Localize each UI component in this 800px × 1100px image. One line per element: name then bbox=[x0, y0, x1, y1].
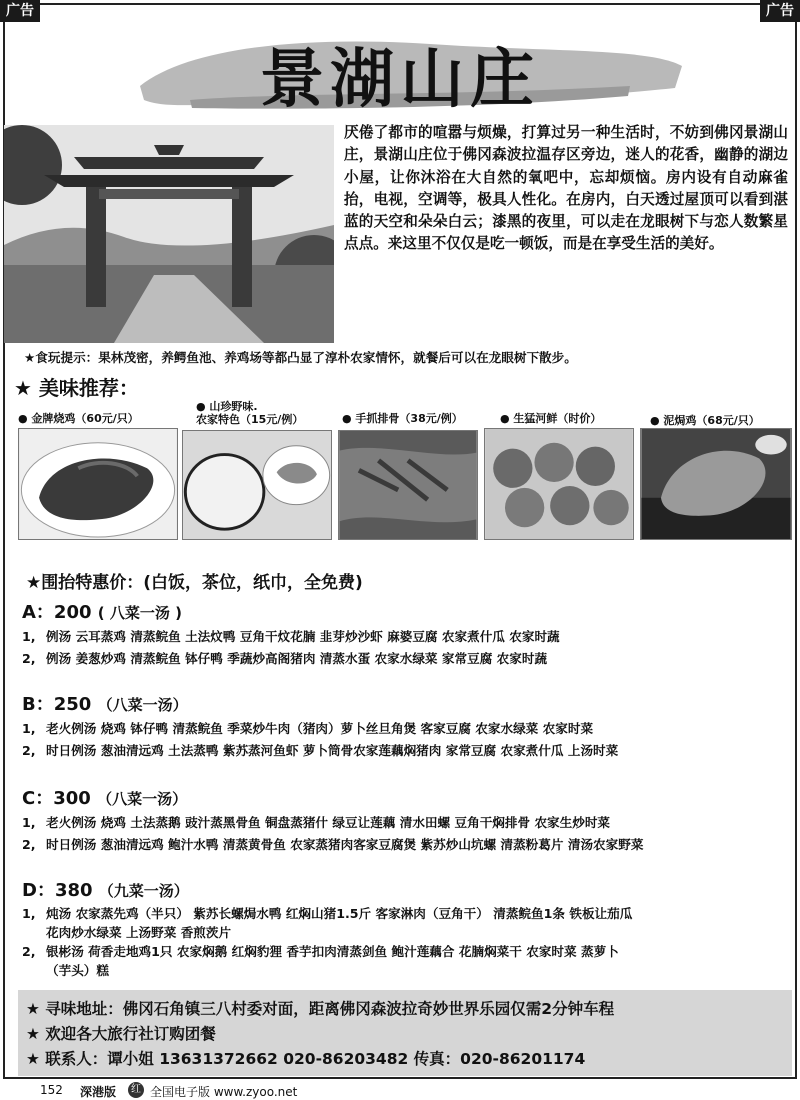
package-c bbox=[22, 784, 792, 857]
ad-tag-left: 广告 bbox=[0, 0, 40, 22]
package-price: D：380 bbox=[22, 880, 93, 901]
package-price: B：250 bbox=[22, 694, 92, 715]
menu-text: 例汤 姜葱炒鸡 清蒸鲩鱼 钵仔鸭 季蔬炒高阁猪肉 清蒸水蛋 农家水绿菜 家常豆腐 农家时蔬 bbox=[46, 651, 548, 667]
menu-text: 例汤 云耳蒸鸡 清蒸鲩鱼 土法炆鸭 豆角干炆花腩 韭芽炒沙虾 麻婆豆腐 农家煮什瓜 农家时蔬 bbox=[46, 629, 560, 644]
menu-text: 时日例汤 葱油清远鸡 土法蒸鸭 紫苏蒸河鱼虾 萝卜筒骨农家莲藕焖猪肉 家常豆腐 农家煮什瓜 上汤时菜 bbox=[46, 743, 619, 759]
menu-num: 2, bbox=[22, 743, 36, 759]
footer-address: ★ 寻味地址：佛冈石角镇三八村委对面，距离佛冈森波拉奇妙世界乐园仅需2分钟车程 bbox=[26, 1000, 615, 1018]
menu-text: 老火例汤 烧鸡 钵仔鸭 清蒸鲩鱼 季菜炒牛肉（猪肉）萝卜丝旦角煲 客家豆腐 农家水绿菜 农家时菜 bbox=[46, 721, 594, 736]
menu-num: 2, bbox=[22, 837, 36, 853]
package-subtitle: ( 八菜一汤 ) bbox=[97, 604, 182, 622]
package-title bbox=[22, 784, 792, 810]
menu-text: 炖汤 农家蒸先鸡（半只） 紫苏长螺焗水鸭 红焖山猪1.5斤 客家淋肉（豆角干） 清蒸鲩鱼1条 铁板让茄瓜 bbox=[46, 906, 633, 921]
package-title bbox=[22, 690, 792, 716]
package-title bbox=[22, 876, 792, 902]
menu-num: 1, bbox=[22, 721, 36, 736]
package-a bbox=[22, 598, 792, 671]
edition-badge: 红 bbox=[128, 1082, 144, 1098]
dish-label-line: 农家特色（15元/例） bbox=[196, 413, 304, 426]
dish-photo-ribs bbox=[338, 430, 478, 540]
tip-line: ★食玩提示：果林茂密，养鳄鱼池、养鸡场等都凸显了淳朴农家情怀，就餐后可以在龙眼树下散步。 bbox=[24, 350, 577, 365]
page-title: 景湖山庄 bbox=[260, 42, 540, 117]
dish-photo-crabs bbox=[484, 428, 634, 540]
menu-line bbox=[22, 923, 792, 942]
menu-line bbox=[22, 740, 792, 762]
packages-heading: ★围抬特惠价：(白饭，茶位，纸巾，全免费) bbox=[26, 573, 363, 593]
package-price: C：300 bbox=[22, 788, 91, 809]
package-b bbox=[22, 690, 792, 763]
menu-line bbox=[22, 834, 792, 856]
menu-line bbox=[22, 942, 792, 961]
package-title bbox=[22, 598, 792, 624]
package-subtitle: （八菜一汤） bbox=[97, 790, 188, 808]
dish-label: ● 金牌烧鸡（60元/只） bbox=[18, 412, 139, 425]
menu-text: （芋头）糕 bbox=[46, 963, 109, 978]
dish-label: ● 手抓排骨（38元/例） bbox=[342, 412, 463, 425]
dish-photo-roast-chicken bbox=[18, 428, 178, 540]
bottom-bar bbox=[0, 1081, 800, 1100]
dish-label bbox=[196, 400, 303, 426]
package-subtitle: （八菜一汤） bbox=[97, 696, 188, 714]
dish-photo-baked-chicken bbox=[640, 428, 792, 540]
menu-text: 花肉炒水绿菜 上汤野菜 香煎茨片 bbox=[46, 925, 232, 940]
package-d bbox=[22, 876, 792, 980]
package-price: A：200 bbox=[22, 602, 92, 623]
ad-tag-right: 广告 bbox=[760, 0, 800, 22]
page-number: 152 bbox=[40, 1083, 63, 1097]
menu-text: 银彬汤 荷香走地鸡1只 农家焖鹅 红焖豹狸 香芋扣肉清蒸剑鱼 鲍汁莲藕合 花腩焖菜干 农家时菜 蒸萝卜 bbox=[46, 944, 619, 959]
menu-num: 1, bbox=[22, 906, 36, 921]
footer-welcome: ★ 欢迎各大旅行社订购团餐 bbox=[26, 1025, 216, 1043]
menu-num: 1, bbox=[22, 629, 36, 644]
menu-num: 2, bbox=[22, 944, 36, 959]
menu-line bbox=[22, 812, 792, 834]
menu-line bbox=[22, 961, 792, 980]
dish-photo-porridge bbox=[182, 430, 332, 540]
menu-text: 时日例汤 葱油清远鸡 鲍汁水鸭 清蒸黄骨鱼 农家蒸猪肉客家豆腐煲 紫苏炒山坑螺 清蒸粉葛片 清汤农家野菜 bbox=[46, 837, 644, 853]
dish-label: ● 泥焗鸡（68元/只） bbox=[650, 414, 760, 427]
menu-line bbox=[22, 626, 792, 648]
intro-paragraph: 厌倦了都市的喧嚣与烦燥，打算过另一种生活时，不妨到佛冈景湖山庄，景湖山庄位于佛冈森波拉温存区旁边，迷人的花香，幽静的湖边小屋，让你沐浴在大自然的氧吧中，忘却烦恼。房内设有自动麻雀抬，电视，空调等，极具人性化。在房内，白天透过屋顶可以看到湛蓝的天空和朵朵白云；漆黑的夜里，可以走在龙眼树下与恋人数繁星点点。来这里不仅仅是吃一顿饭，而是在享受生活的美好。 bbox=[344, 124, 788, 253]
hero-photo-gateway bbox=[4, 125, 334, 343]
website-link[interactable]: 全国电子版 www.zyoo.net bbox=[150, 1085, 298, 1099]
menu-text: 老火例汤 烧鸡 土法蒸鹅 豉汁蒸黑骨鱼 铜盘蒸猪什 绿豆让莲藕 清水田螺 豆角干焖排骨 农家生炒时菜 bbox=[46, 815, 611, 830]
dish-label-line: ● 山珍野味. bbox=[196, 400, 258, 413]
menu-num: 1, bbox=[22, 815, 36, 830]
package-subtitle: （九菜一汤） bbox=[98, 882, 189, 900]
footer-contact: ★ 联系人：谭小姐 13631372662 020-86203482 传真：020-86201174 bbox=[26, 1050, 586, 1068]
dish-label: ● 生猛河鲜（时价） bbox=[500, 412, 602, 425]
food-section-heading: ★ 美味推荐： bbox=[14, 376, 139, 400]
menu-num: 2, bbox=[22, 651, 36, 667]
menu-line bbox=[22, 648, 792, 670]
edition-label: 深港版 bbox=[80, 1085, 117, 1099]
menu-line bbox=[22, 718, 792, 740]
menu-line bbox=[22, 904, 792, 923]
